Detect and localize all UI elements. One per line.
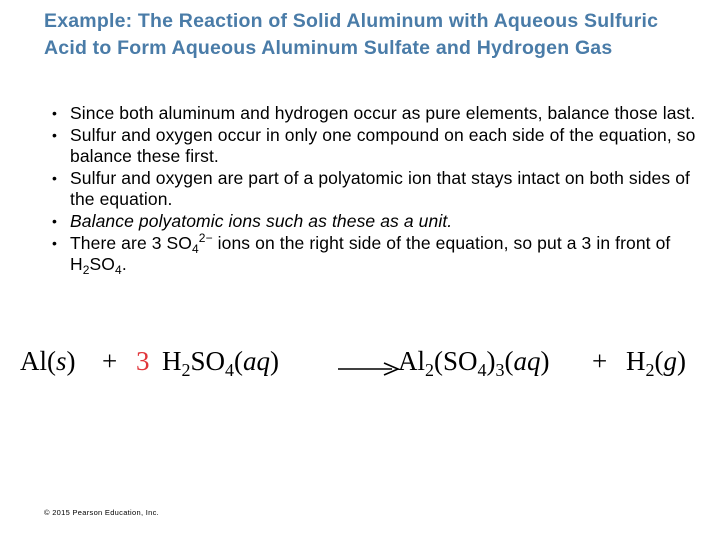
state-symbol: aq: [513, 346, 541, 376]
formula-text: ): [66, 346, 76, 376]
formula-text: ): [677, 346, 686, 376]
chemical-equation: [20, 340, 710, 390]
subscript: 2: [645, 360, 655, 380]
subscript: 4: [192, 241, 199, 256]
bullet-item: [52, 211, 702, 233]
bullet-text: Balance polyatomic ions such as these as a unit.: [70, 210, 453, 231]
reactant-aluminum: [20, 346, 76, 377]
plus-sign: +: [102, 346, 118, 376]
bullet-text-part: There are 3 SO: [70, 232, 193, 253]
bullet-item: [52, 230, 702, 278]
subscript: 3: [495, 360, 505, 380]
formula-text: H: [626, 346, 646, 376]
formula-text: (: [654, 346, 664, 376]
bullet-text: Sulfur and oxygen are part of a polyatomic ion that stays intact on both sides of the equation.: [70, 167, 690, 210]
copyright-notice: © 2015 Pearson Education, Inc.: [44, 508, 160, 517]
formula-text: H: [162, 346, 182, 376]
bullet-item: [52, 168, 702, 211]
subscript: 2: [82, 263, 90, 278]
state-symbol: g: [663, 346, 677, 376]
reactant-sulfuric-acid: [162, 346, 280, 380]
bullet-dot: •: [52, 212, 58, 229]
subscript: 4: [115, 263, 122, 278]
bullet-dot: •: [52, 234, 58, 251]
bullet-dot: •: [52, 169, 58, 186]
formula-text: ): [270, 346, 280, 376]
formula-text: SO: [190, 346, 226, 376]
state-symbol: s: [56, 346, 67, 376]
bullet-list: [52, 103, 702, 276]
formula-text: Al: [398, 346, 425, 376]
bullet-item: [52, 125, 702, 168]
formula-text: ): [540, 346, 550, 376]
state-symbol: aq: [243, 346, 271, 376]
product-aluminum-sulfate: [398, 346, 550, 380]
product-hydrogen-gas: [626, 346, 686, 380]
bullet-dot: •: [52, 126, 58, 143]
reaction-arrow-icon: [338, 361, 400, 377]
formula-text: (: [234, 346, 244, 376]
bullet-text-part: SO: [89, 254, 116, 275]
subscript: 4: [225, 360, 235, 380]
plus-sign: +: [592, 346, 608, 376]
bullet-text: Since both aluminum and hydrogen occur as pure elements, balance those last.: [70, 103, 696, 123]
bullet-text: Sulfur and oxygen occur in only one compound on each side of the equation, so balance these first.: [70, 124, 696, 167]
formula-text: Al(: [20, 346, 56, 376]
coefficient: 3: [136, 346, 150, 376]
formula-text: ): [486, 346, 496, 376]
subscript: 2: [181, 360, 191, 380]
subscript: 4: [477, 360, 487, 380]
formula-text: (SO: [434, 346, 478, 376]
bullet-dot: •: [52, 105, 58, 121]
superscript-charge: 2−: [198, 230, 213, 245]
subscript: 2: [425, 360, 434, 380]
bullet-text-part: ions on the right side of the equation, so put a 3 in front of H: [70, 232, 671, 275]
slide-title: Example: The Reaction of Solid Aluminum with Aqueous Sulfuric Acid to Form Aqueous Aluminum Sulfate and Hydrogen Gas: [44, 10, 659, 59]
bullet-item: [52, 103, 702, 125]
bullet-text-part: .: [121, 254, 127, 275]
bullet-text: [70, 230, 671, 278]
formula-text: (: [504, 346, 514, 376]
